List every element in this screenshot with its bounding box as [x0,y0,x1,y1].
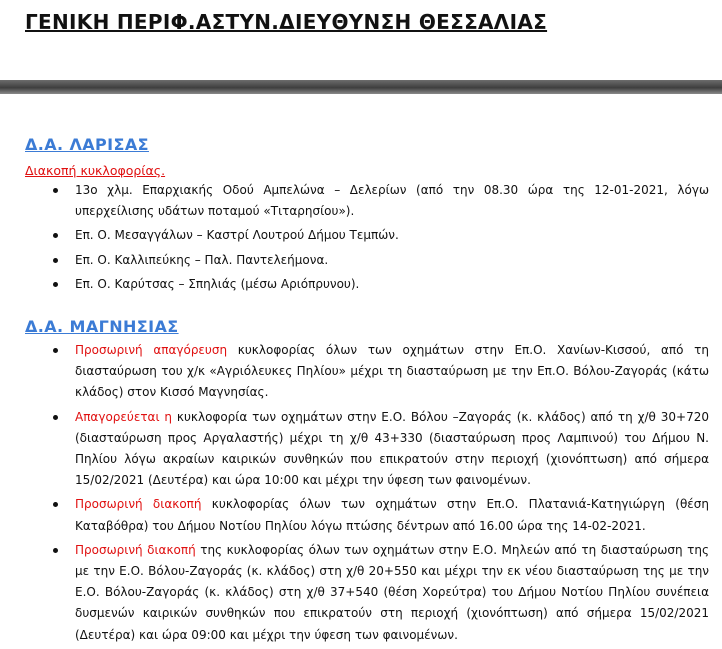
bullet-icon [53,258,58,263]
list-item: Προσωρινή απαγόρευση κυκλοφορίας όλων των οχημάτων στην Επ.Ο. Χανίων-Κισσού, από τη διασταύρωση του χ/κ «Αγριόλευκες Πηλίου» μέχρι τη διασταύρωση με την Επ.Ο. Βόλου-Ζαγοράς (κάτω κλάδος) στον Κισσό Μαγνησίας. [27,340,709,404]
list-item: Επ. Ο. Καλλιπεύκης – Παλ. Παντελεήμονα. [27,250,709,271]
header-divider [0,80,722,94]
bullet-icon [53,502,58,507]
list-item: Προσωρινή διακοπή κυκλοφορίας όλων των οχημάτων στην Επ.Ο. Πλατανιά-Κατηγιώργη (θέση Καταβόθρα) του Δήμου Νοτίου Πηλίου λόγω πτώσης δέντρων από 16.00 ώρα της 14-02-2021. [27,494,709,536]
list-item: Προσωρινή διακοπή της κυκλοφορίας όλων των οχημάτων στην Ε.Ο. Μηλεών από τη διασταύρωση της με την Ε.Ο. Βόλου-Ζαγοράς (κ. κλάδος) στη χ/θ 20+550 και μέχρι την εκ νέου διασταύρωση της με την Ε.Ο. Βόλου-Ζαγοράς (κ. κλάδος) στη χ/θ 37+540 (θέση Χορεύτρα) του Δήμου Νοτίου Πηλίου συνέπεια δυσμενών καιρικών συνθηκών που επικρατούν στη περιοχή (χιονόπτωση) από σήμερα 15/02/2021 (Δευτέρα) και ώρα 09:00 και μέχρι την ύφεση των φαινομένων. [27,540,709,646]
bullet-icon [53,188,58,193]
section-heading-larisa: Δ.Α. ΛΑΡΙΣΑΣ [25,135,149,154]
list-item: Επ. Ο. Μεσαγγάλων – Καστρί Λουτρού Δήμου Τεμπών. [27,225,709,246]
list-item: Απαγορεύεται η κυκλοφορία των οχημάτων στην Ε.Ο. Βόλου –Ζαγοράς (κ. κλάδος) από τη χ/θ 30+720 (διασταύρωση προς Αργαλαστής) μέχρι τη χ/θ 43+330 (διασταύρωση προς Λαμπινού) του Δήμου Ν. Πηλίου λόγω ακραίων καιρικών συνθηκών που επικρατούν στην περιοχή (χιονόπτωση) από σήμερα 15/02/2021 (Δευτέρα) και ώρα 10:00 και μέχρι την ύφεση των φαινομένων. [27,407,709,492]
larisa-list [27,180,709,298]
bullet-icon [53,233,58,238]
section-heading-magnisia: Δ.Α. ΜΑΓΝΗΣΙΑΣ [25,317,179,336]
bullet-icon [53,548,58,553]
list-item: 13ο χλμ. Επαρχιακής Οδού Αμπελώνα – Δελερίων (από την 08.30 ώρα της 12-01-2021, λόγω υπερχείλισης υδάτων ποταμού «Τιταρησίου»). [27,180,709,222]
list-item: Επ. Ο. Καρύτσας – Σπηλιάς (μέσω Αριόπρυνου). [27,274,709,295]
magnisia-list [27,340,709,649]
bullet-icon [53,348,58,353]
bullet-icon [53,282,58,287]
subheading-traffic-interruption: Διακοπή κυκλοφορίας. [25,163,166,178]
page-title: ΓΕΝΙΚΗ ΠΕΡΙΦ.ΑΣΤΥΝ.ΔΙΕΥΘΥΝΣΗ ΘΕΣΣΑΛΙΑΣ [25,10,548,34]
bullet-icon [53,415,58,420]
